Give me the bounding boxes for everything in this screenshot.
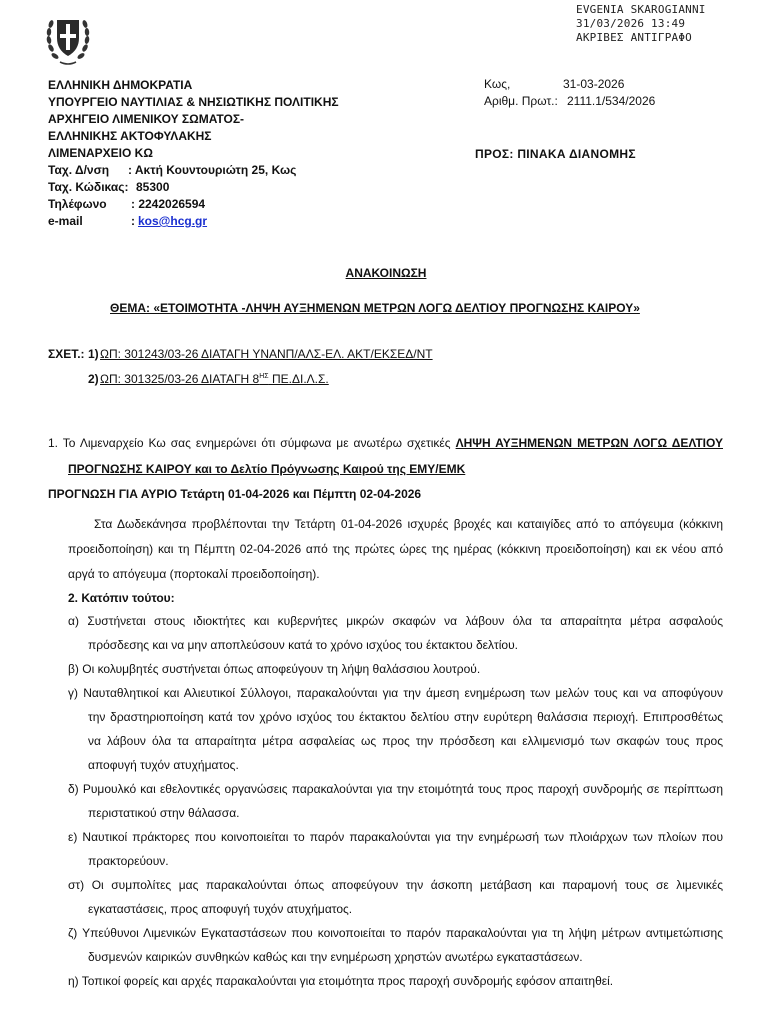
forecast-line-1: Στα Δωδεκάνησα προβλέπονται την Τετάρτη 01-04-2026 ισχυρές βροχές και καταιγίδες από το απόγευμα (κόκκινη [94, 517, 723, 531]
header-phone-label: Τηλέφωνο [48, 197, 107, 211]
item-e-line-1: ε) Ναυτικοί πράκτορες που κοινοποιείται το παρόν παρακαλούνται για την ενημέρωσή των πλοιάρχων των πλοίων που [68, 830, 723, 844]
paragraph-1-intro: 1. Το Λιμεναρχείο Κω σας ενημερώνει ότι σύμφωνα με ανωτέρω σχετικές [48, 436, 456, 450]
meta-protocol-value: 2111.1/534/2026 [567, 94, 656, 108]
stamp-signer: EVGENIA SKAROGIANNI [576, 3, 706, 16]
header-email-colon: : [131, 214, 135, 228]
ref-2-text-b: ΠΕ.ΔΙ.Λ.Σ. [268, 372, 329, 386]
ref-2-text [100, 372, 329, 386]
announcement-subject: ΘΕΜΑ: «ΕΤΟΙΜΟΤΗΤΑ -ΛΗΨΗ ΑΥΞΗΜΕΝΩΝ ΜΕΤΡΩΝ ΛΟΓΩ ΔΕΛΤΙΟΥ ΠΡΟΓΝΩΣΗΣ ΚΑΙΡΟΥ» [110, 301, 640, 315]
item-st-line-2: εγκαταστάσεις, προς αποφυγή τυχόν ατυχήματος. [88, 902, 353, 916]
paragraph-1-line-2: ΠΡΟΓΝΩΣΗΣ ΚΑΙΡΟΥ και το Δελτίο Πρόγνωσης Καιρού της ΕΜΥ/ΕΜΚ [68, 462, 466, 476]
header-coastguard: ΕΛΛΗΝΙΚΗΣ ΑΚΤΟΦΥΛΑΚΗΣ [48, 129, 212, 143]
item-st-line-1: στ) Οι συμπολίτες μας παρακαλούνται όπως αποφεύγουν την άσκοπη μετάβαση και παραμονή τους σε λιμενικές [68, 878, 723, 892]
meta-protocol-label: Αριθμ. Πρωτ.: [484, 94, 558, 108]
item-d-line-1: δ) Ρυμουλκό και εθελοντικές οργανώσεις παρακαλούνται για την ετοιμότητά τους προς παροχή συνδρομής σε περίπτωση [68, 782, 723, 796]
item-d-line-2: περιστατικού στην θάλασσα. [88, 806, 240, 820]
forecast-line-2: προειδοποίηση) και τη Πέμπτη 02-04-2026 από της πρώτες ώρες της ημέρας (κόκκινη προειδοποίηση) και εκ νέου από [68, 542, 723, 556]
forecast-line-3: αργά το απόγευμα (πορτοκαλί προειδοποίηση). [68, 567, 320, 581]
meta-city: Κως, [484, 77, 511, 91]
paragraph-1-emphasis: ΛΗΨΗ ΑΥΞΗΜΕΝΩΝ ΜΕΤΡΩΝ ΛΟΓΩ ΔΕΛΤΙΟΥ [455, 436, 723, 450]
stamp-certification: ΑΚΡΙΒΕΣ ΑΝΤΙΓΡΑΦΟ [576, 31, 692, 44]
forecast-heading: ΠΡΟΓΝΩΣΗ ΓΙΑ ΑΥΡΙΟ Τετάρτη 01-04-2026 και Πέμπτη 02-04-2026 [48, 487, 422, 501]
header-ministry: ΥΠΟΥΡΓΕΙΟ ΝΑΥΤΙΛΙΑΣ & ΝΗΣΙΩΤΙΚΗΣ ΠΟΛΙΤΙΚΗΣ [48, 95, 339, 109]
header-zip-value: 85300 [136, 180, 170, 194]
meta-date: 31-03-2026 [563, 77, 625, 91]
email-link[interactable]: kos@hcg.gr [138, 214, 208, 228]
ref-2-superscript: ΗΣ [259, 373, 269, 380]
ref-2-number: 2) [88, 372, 99, 386]
item-e-line-2: πρακτορεύουν. [88, 854, 169, 868]
header-address-value: : Ακτή Κουντουριώτη 25, Κως [128, 163, 297, 177]
item-h-line-1: η) Τοπικοί φορείς και αρχές παρακαλούνται για ετοιμότητα προς παροχή συνδρομής εφόσον απαιτηθεί. [68, 974, 614, 988]
announcement-title: ΑΝΑΚΟΙΝΩΣΗ [345, 266, 427, 280]
ref-1-number: 1) [88, 347, 99, 361]
item-g-line-3: να λάβουν όλα τα απαραίτητα μέτρα ασφαλείας ως προς την πρόσδεση και ελλιμενισμό των σκαφών τους προς [88, 734, 723, 748]
coat-of-arms-emblem [44, 8, 92, 68]
header-address-label: Ταχ. Δ/νση [48, 163, 110, 177]
item-g-line-4: αποφυγή τυχόν ατυχήματος. [88, 758, 239, 772]
item-g-line-1: γ) Ναυταθλητικοί και Αλιευτικοί Σύλλογοι, παρακαλούνται για την άμεση ενημέρωση των μελών τους και να αποφύγουν [68, 686, 723, 700]
header-hq: ΑΡΧΗΓΕΙΟ ΛΙΜΕΝΙΚΟΥ ΣΩΜΑΤΟΣ- [48, 112, 245, 126]
ref-2-text-a: ΩΠ: 301325/03-26 ΔΙΑΤΑΓΗ 8 [100, 372, 260, 386]
item-z-line-1: ζ) Υπεύθυνοι Λιμενικών Εγκαταστάσεων που κοινοποιείται το παρόν παρακαλούνται για τη λήψη μέτρων αντιμετώπισης [68, 926, 723, 940]
paragraph-1-line-1 [48, 436, 723, 450]
stamp-datetime: 31/03/2026 13:49 [576, 17, 686, 30]
meta-recipient: ΠΡΟΣ: ΠΙΝΑΚΑ ΔΙΑΝΟΜΗΣ [475, 147, 636, 161]
item-z-line-2: δυσμενών καιρικών συνθηκών καθώς και την ενημέρωση χρηστών ανωτέρω εγκαταστάσεων. [88, 950, 583, 964]
signature-stamp [576, 3, 706, 45]
item-a-line-1: α) Συστήνεται στους ιδιοκτήτες και κυβερνήτες μικρών σκαφών να λάβουν όλα τα απαραίτητα μέτρα ασφαλούς [68, 614, 723, 628]
header-port-authority: ΛΙΜΕΝΑΡΧΕΙΟ ΚΩ [48, 146, 153, 160]
ref-1-text: ΩΠ: 301243/03-26 ΔΙΑΤΑΓΗ ΥΝΑΝΠ/ΑΛΣ-ΕΛ. ΑΚΤ/ΕΚΣΕΔ/ΝΤ [100, 347, 433, 361]
header-zip-label: Ταχ. Κώδικας: [48, 180, 129, 194]
item-g-line-2: την δραστηριοποίηση κατά τον χρόνο ισχύος του έκτακτου δελτίου στην ευρύτερη θαλάσσια περιοχή. Επιπροσθέτως [88, 710, 723, 724]
header-phone-value: : 2242026594 [131, 197, 206, 211]
refs-label: ΣΧΕΤ.: [48, 347, 85, 361]
item-b-line-1: β) Οι κολυμβητές συστήνεται όπως αποφεύγουν τη λήψη θαλάσσιου λουτρού. [68, 662, 481, 676]
header-email-label: e-mail [48, 214, 83, 228]
item-a-line-2: πρόσδεσης και να μην αποπλεύσουν κατά το χρόνο ισχύος του έκτακτου δελτίου. [88, 638, 519, 652]
header-republic: ΕΛΛΗΝΙΚΗ ΔΗΜΟΚΡΑΤΙΑ [48, 78, 193, 92]
section-2-heading: 2. Κατόπιν τούτου: [68, 591, 175, 605]
